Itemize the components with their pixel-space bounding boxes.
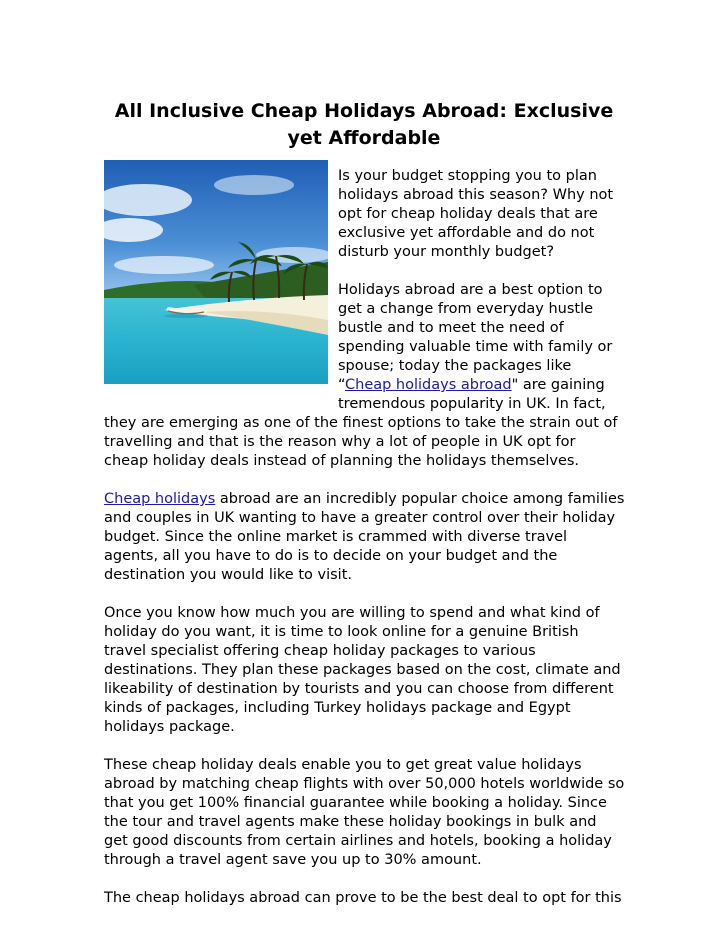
paragraph-2-line: bustle and to meet the need of	[338, 320, 564, 336]
paragraph-5-line: get good discounts from certain airlines and hotels, booking a holiday	[104, 833, 612, 849]
intro-line: holidays abroad this season? Why not	[338, 187, 614, 203]
paragraph-2-link-line	[338, 376, 605, 395]
paragraph-3-line: and couples in UK wanting to have a greater control over their holiday	[104, 510, 616, 526]
paragraph-2-line: they are emerging as one of the finest options to take the strain out of	[104, 415, 618, 431]
paragraph-2-line: spending valuable time with family or	[338, 339, 613, 355]
paragraph-4-line: travel specialist offering cheap holiday packages to various	[104, 643, 536, 659]
paragraph-4-line: destinations. They plan these packages based on the cost, climate and	[104, 662, 621, 678]
title-line-1: All Inclusive Cheap Holidays Abroad: Exclusive	[114, 100, 614, 122]
paragraph-4-line: holiday do you want, it is time to look online for a genuine British	[104, 624, 579, 640]
tropical-beach-photo	[104, 160, 328, 384]
intro-line: opt for cheap holiday deals that are	[338, 206, 598, 222]
cheap-holidays-abroad-link[interactable]: Cheap holidays abroad	[345, 377, 512, 393]
open-quote: “	[338, 377, 345, 393]
paragraph-3-line: budget. Since the online market is crammed with diverse travel	[104, 529, 568, 545]
paragraph-4-line: Once you know how much you are willing to spend and what kind of	[104, 605, 600, 621]
paragraph-4-line: kinds of packages, including Turkey holidays package and Egypt	[104, 700, 571, 716]
paragraph-5-line: the tour and travel agents make these holiday bookings in bulk and	[104, 814, 597, 830]
paragraph-3-line: agents, all you have to do is to decide on your budget and the	[104, 548, 558, 564]
paragraph-3-first-rest: abroad are an incredibly popular choice among families	[215, 491, 625, 507]
paragraph-5-line: through a travel agent save you up to 30% amount.	[104, 852, 482, 868]
intro-line: exclusive yet affordable and do not	[338, 225, 595, 241]
paragraph-6-line: The cheap holidays abroad can prove to be the best deal to opt for this	[104, 890, 622, 906]
paragraph-2-line: get a change from everyday hustle	[338, 301, 594, 317]
title-line-2: yet Affordable	[287, 127, 441, 149]
paragraph-3-line: destination you would like to visit.	[104, 567, 352, 583]
link-trailing-text: " are gaining	[511, 377, 605, 393]
paragraph-2-line: cheap holiday deals instead of planning the holidays themselves.	[104, 453, 580, 469]
intro-line: disturb your monthly budget?	[338, 244, 555, 260]
paragraph-4-line: holidays package.	[104, 719, 235, 735]
intro-line: Is your budget stopping you to plan	[338, 168, 597, 184]
paragraph-2-line: spouse; today the packages like	[338, 358, 572, 374]
paragraph-2-line: travelling and that is the reason why a lot of people in UK opt for	[104, 434, 576, 450]
paragraph-3-first-line	[104, 490, 624, 509]
document-title	[104, 98, 624, 152]
cheap-holidays-link[interactable]: Cheap holidays	[104, 491, 216, 507]
paragraph-5-line: These cheap holiday deals enable you to get great value holidays	[104, 757, 582, 773]
paragraph-2-line: tremendous popularity in UK. In fact,	[338, 396, 606, 412]
paragraph-2-line: Holidays abroad are a best option to	[338, 282, 603, 298]
paragraph-5-line: abroad by matching cheap flights with over 50,000 hotels worldwide so	[104, 776, 625, 792]
paragraph-5-line: that you get 100% financial guarantee while booking a holiday. Since	[104, 795, 607, 811]
paragraph-4-line: likeability of destination by tourists and you can choose from different	[104, 681, 614, 697]
